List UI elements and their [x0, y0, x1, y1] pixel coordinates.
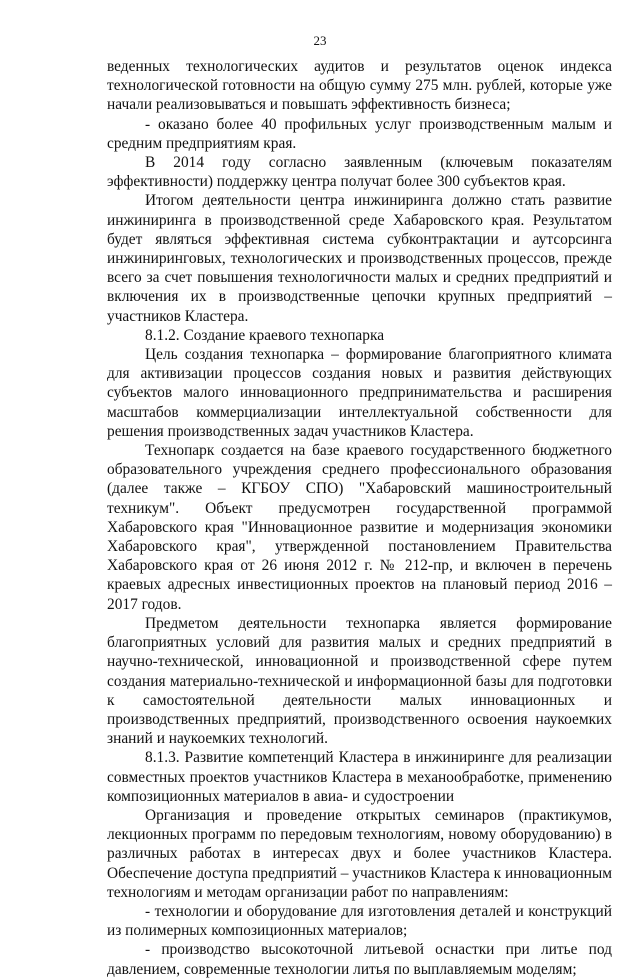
document-body [107, 57, 612, 979]
bullet-item: - производство высокоточной литьевой оснастки при литье под давлением, современные технологии литья по выплавляемым моделям; [107, 941, 612, 978]
paragraph: Предметом деятельности технопарка является формирование благоприятных условий для развития малых и средних предприятий в научно-технической, инновационной и производственной сфере путем создания материально-технической и информационной базы для подготовки к самостоятельной деятельности малых инновационных и производственных предприятий, производственного освоения наукоемких знаний и наукоемких технологий. [107, 614, 612, 748]
paragraph: веденных технологических аудитов и результатов оценок индекса технологической готовности на общую сумму 275 млн. рублей, которые уже начали реализовываться и повышать эффективность бизнеса; [107, 58, 612, 114]
paragraph: Итогом деятельности центра инжиниринга должно стать развитие инжиниринга в производственной среде Хабаровского края. Результатом будет являться эффективная система субконтрактации и аутсорсинга инжиниринговых, технологических и производственных процессов, прежде всего за счет повышения технологичности малых и средних предприятий и включения их в производственные цепочки крупных предприятий – участников Кластера. [107, 192, 612, 325]
page-number: 23 [313, 33, 327, 48]
paragraph: В 2014 году согласно заявленным (ключевым показателям эффективности) поддержку центра получат более 300 субъектов края. [107, 154, 612, 191]
paragraph: Организация и проведение открытых семинаров (практикумов, лекционных программ по передовым технологиям, новому оборудованию) в различных работах в интересах двух и более участников Кластера. Обеспечение доступа предприятий – участников Кластера к инновационным технологиям и методам организации работ по направлениям: [107, 806, 612, 901]
paragraph: Цель создания технопарка – формирование благоприятного климата для активизации процессов создания новых и развития действующих субъектов малого инновационного предпринимательства и расширения масштабов коммерциализации интеллектуальной собственности для решения производственных задач участников Кластера. [107, 346, 612, 440]
paragraph: Технопарк создается на базе краевого государственного бюджетного образовательного учреждения среднего профессионального образования (далее также – КГБОУ СПО) "Хабаровский машиностроительный техникум". Объект предусмотрен государственной программой Хабаровского края "Инновационное развитие и модернизация экономики Хабаровского края", утвержденной постановлением Правительства Хабаровского края от 26 июня 2012 г. № 212-пр, и включен в перечень краевых адресных инвестиционных проектов на плановый период 2016 – 2017 годов. [107, 442, 612, 613]
section-heading: 8.1.3. Развитие компетенций Кластера в инжиниринге для реализации совместных проектов участников Кластера в механообработке, применению композиционных материалов в авиа- и судостроении [107, 749, 612, 805]
bullet-item: - технологии и оборудование для изготовления деталей и конструкций из полимерных композиционных материалов; [107, 902, 612, 940]
section-heading: 8.1.2. Создание краевого технопарка [145, 326, 385, 344]
bullet-item: - оказано более 40 профильных услуг производственным малым и средним предприятиям края. [107, 115, 612, 152]
